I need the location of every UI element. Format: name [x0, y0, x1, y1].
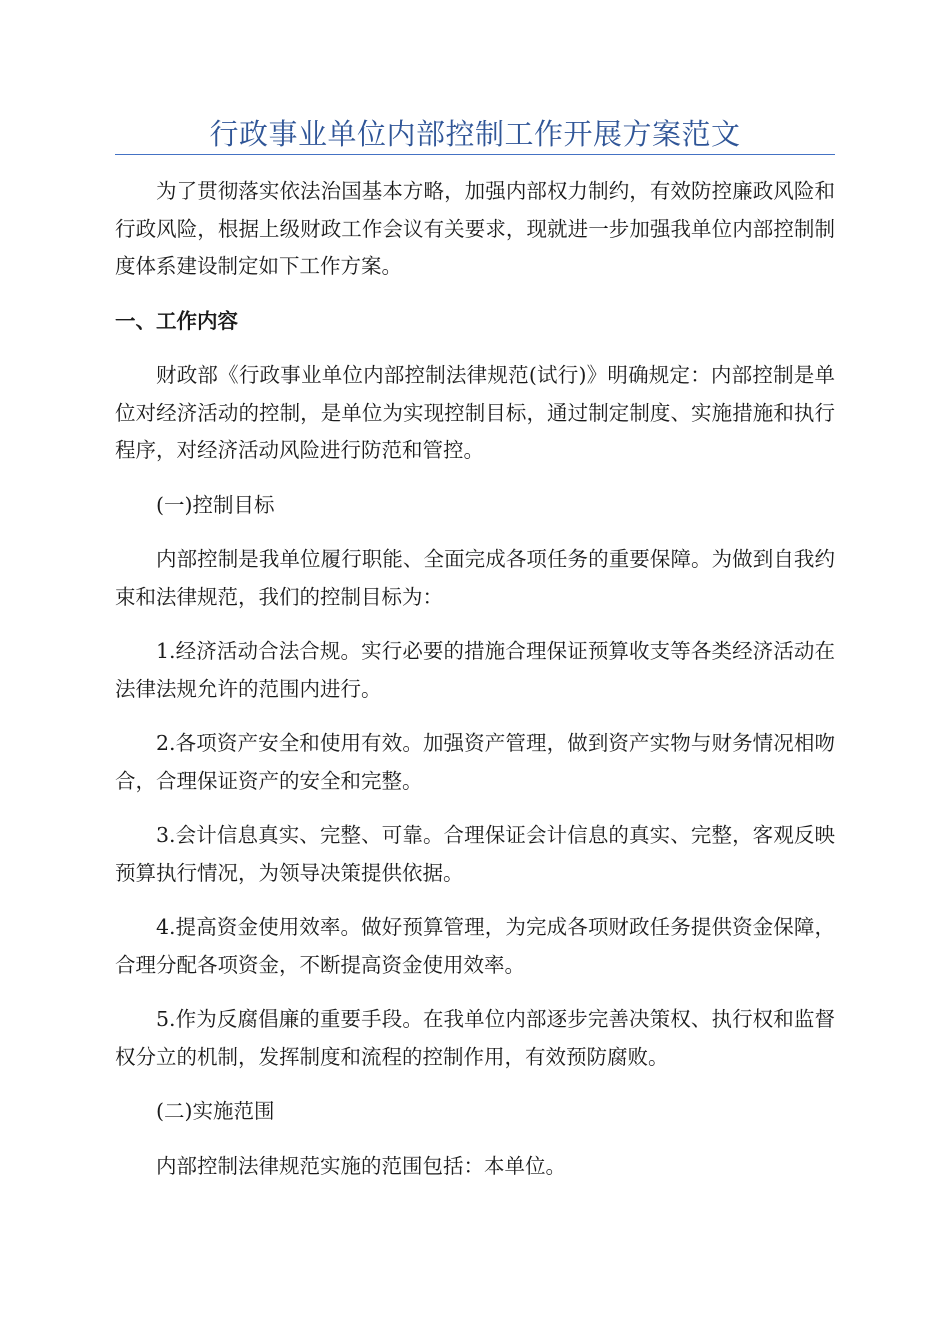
- scope-paragraph: 内部控制法律规范实施的范围包括：本单位。: [156, 1153, 566, 1178]
- list-item-2: 2.各项资产安全和使用有效。加强资产管理，做到资产实物与财务情况相吻合，合理保证资产的安全和完整。: [115, 731, 835, 793]
- list-item-1: 1.经济活动合法合规。实行必要的措施合理保证预算收支等各类经济活动在法律法规允许的范围内进行。: [115, 639, 835, 701]
- list-item-4: 4.提高资金使用效率。做好预算管理，为完成各项财政任务提供资金保障，合理分配各项资金，不断提高资金使用效率。: [115, 915, 835, 977]
- title-underline: [115, 154, 835, 155]
- subsection-paragraph: 内部控制是我单位履行职能、全面完成各项任务的重要保障。为做到自我约束和法律规范，我们的控制目标为：: [115, 547, 835, 609]
- intro-paragraph: 为了贯彻落实依法治国基本方略，加强内部权力制约，有效防控廉政风险和行政风险，根据上级财政工作会议有关要求，现就进一步加强我单位内部控制制度体系建设制定如下工作方案。: [115, 179, 835, 278]
- subsection-heading-scope: (二)实施范围: [156, 1099, 275, 1123]
- subsection-heading-control-goals: (一)控制目标: [156, 492, 275, 517]
- section-paragraph: 财政部《行政事业单位内部控制法律规范(试行)》明确规定：内部控制是单位对经济活动的控制，是单位为实现控制目标，通过制定制度、实施措施和执行程序，对经济活动风险进行防范和管控。: [115, 363, 835, 462]
- document-title: 行政事业单位内部控制工作开展方案范文: [209, 117, 741, 151]
- list-item-3: 3.会计信息真实、完整、可靠。合理保证会计信息的真实、完整，客观反映预算执行情况，为领导决策提供依据。: [115, 823, 835, 885]
- list-item-5: 5.作为反腐倡廉的重要手段。在我单位内部逐步完善决策权、执行权和监督权分立的机制，发挥制度和流程的控制作用，有效预防腐败。: [115, 1007, 835, 1069]
- section-heading-work-content: 一、工作内容: [115, 308, 238, 333]
- document-page: [115, 112, 835, 1185]
